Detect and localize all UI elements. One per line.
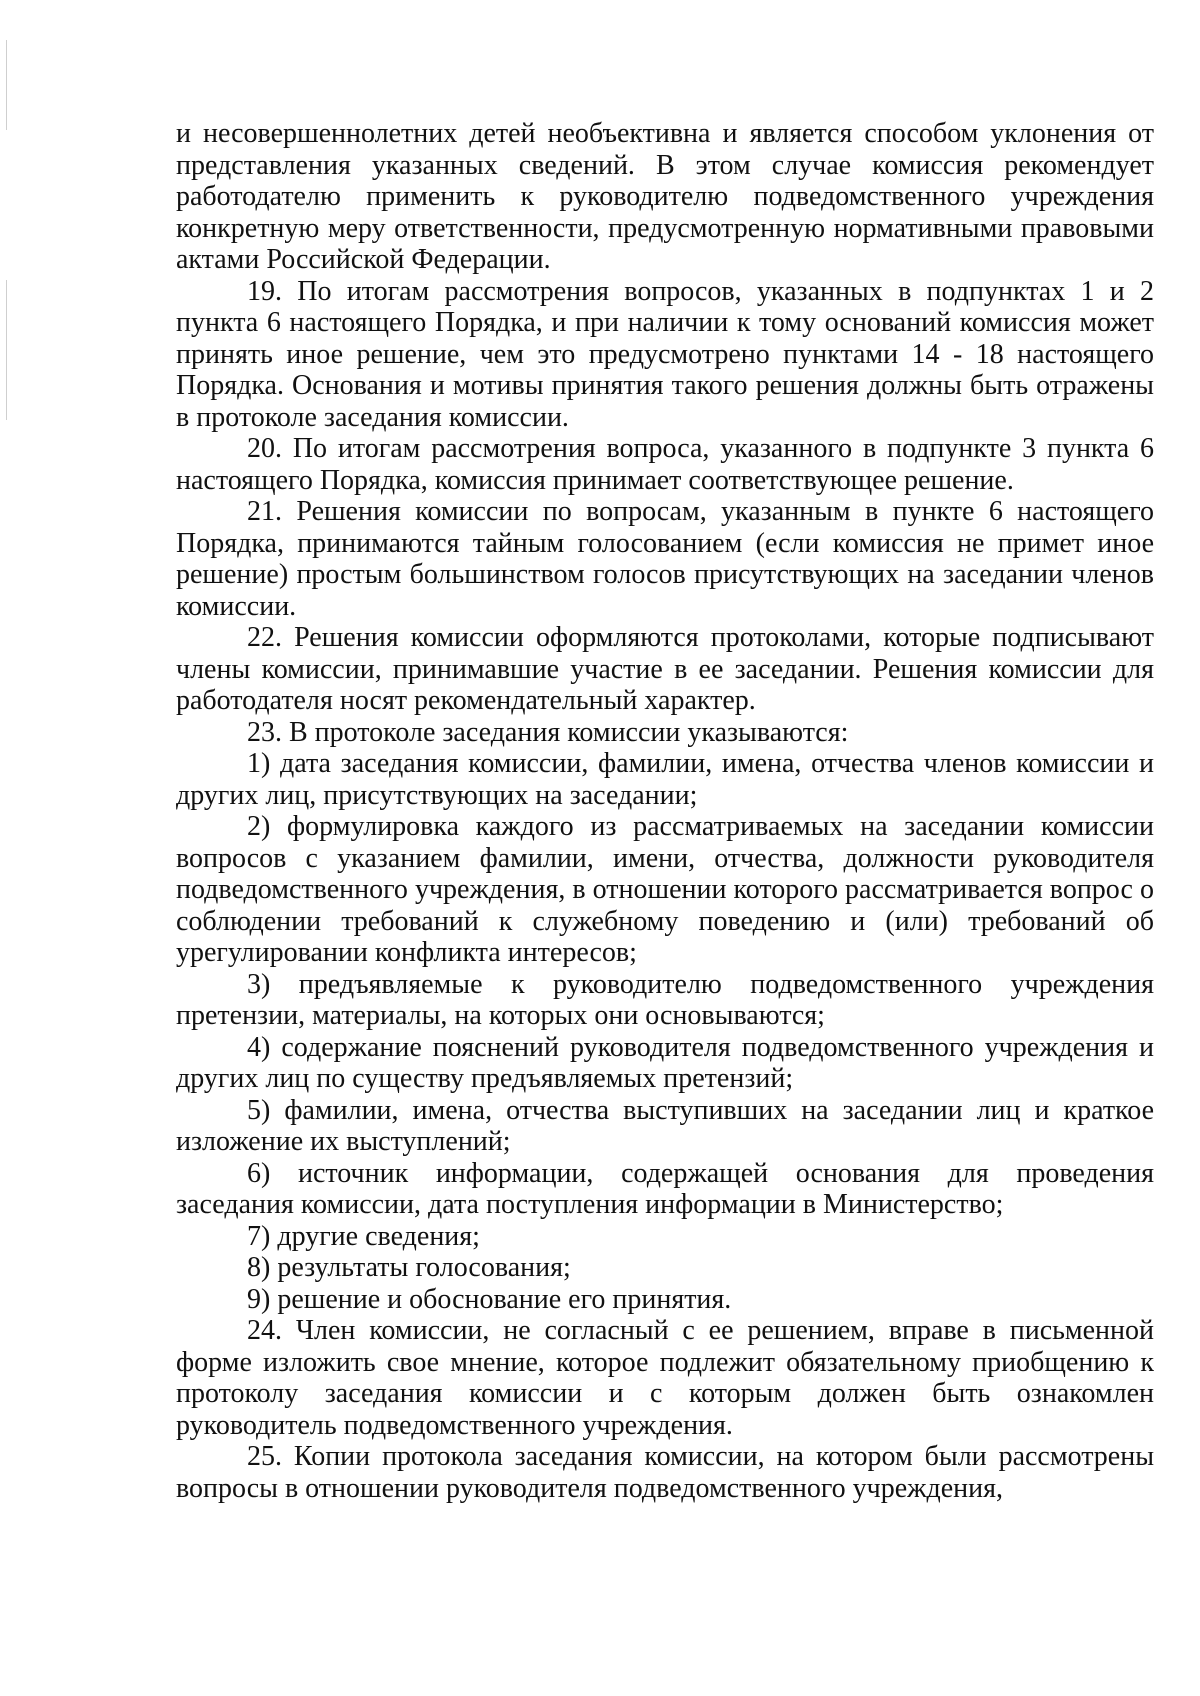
- paragraph-item-20: 20. По итогам рассмотрения вопроса, указанного в подпункте 3 пункта 6 настоящего Порядка, комиссия принимает соответствующее решение.: [176, 433, 1154, 496]
- paragraph-item-25: 25. Копии протокола заседания комиссии, на котором были рассмотрены вопросы в отношении руководителя подведомственного учреждения,: [176, 1441, 1154, 1504]
- list-item-4: 4) содержание пояснений руководителя подведомственного учреждения и других лиц по существу предъявляемых претензий;: [176, 1031, 1154, 1094]
- document-body: [176, 118, 1154, 1504]
- paragraph-item-19: 19. По итогам рассмотрения вопросов, указанных в подпунктах 1 и 2 пункта 6 настоящего Порядка, и при наличии к тому оснований комиссия может принять иное решение, чем это предусмотрено пунктами 14 - 18 настоящего Порядка. Основания и мотивы принятия такого решения должны быть отражены в протоколе заседания комиссии.: [176, 275, 1154, 433]
- list-item-3: 3) предъявляемые к руководителю подведомственного учреждения претензии, материалы, на которых они основываются;: [176, 968, 1154, 1031]
- list-item-9: 9) решение и обоснование его принятия.: [247, 1283, 732, 1315]
- paragraph-continuation: и несовершеннолетних детей необъективна и является способом уклонения от представления указанных сведений. В этом случае комиссия рекомендует работодателю применить к руководителю подведомственного учреждения конкретную меру ответственности, предусмотренную нормативными правовыми актами Российской Федерации.: [176, 118, 1154, 275]
- scan-edge-mark: [6, 280, 7, 420]
- list-item-8: 8) результаты голосования;: [247, 1252, 571, 1283]
- paragraph-item-24: 24. Член комиссии, не согласный с ее решением, вправе в письменной форме изложить свое мнение, которое подлежит обязательному приобщению к протоколу заседания комиссии и с которым должен быть ознакомлен руководитель подведомственного учреждения.: [176, 1315, 1154, 1441]
- list-item-6: 6) источник информации, содержащей основания для проведения заседания комиссии, дата поступления информации в Министерство;: [176, 1157, 1154, 1220]
- paragraph-item-22: 22. Решения комиссии оформляются протоколами, которые подписывают члены комиссии, принимавшие участие в ее заседании. Решения комиссии для работодателя носят рекомендательный характер.: [176, 622, 1154, 716]
- paragraph-item-21: 21. Решения комиссии по вопросам, указанным в пункте 6 настоящего Порядка, принимаются тайным голосованием (если комиссия не примет иное решение) простым большинством голосов присутствующих на заседании членов комиссии.: [176, 496, 1154, 622]
- paragraph-item-23: 23. В протоколе заседания комиссии указываются:: [247, 716, 849, 748]
- list-item-7: 7) другие сведения;: [247, 1220, 480, 1252]
- list-item-2: 2) формулировка каждого из рассматриваемых на заседании комиссии вопросов с указанием фамилии, имени, отчества, должности руководителя подведомственного учреждения, в отношении которого рассматривается вопрос о соблюдении требований к служебному поведению и (или) требований об урегулировании конфликта интересов;: [176, 811, 1154, 968]
- list-item-5: 5) фамилии, имена, отчества выступивших на заседании лиц и краткое изложение их выступлений;: [176, 1094, 1154, 1157]
- scan-edge-mark: [6, 40, 7, 130]
- list-item-1: 1) дата заседания комиссии, фамилии, имена, отчества членов комиссии и других лиц, присутствующих на заседании;: [176, 748, 1154, 811]
